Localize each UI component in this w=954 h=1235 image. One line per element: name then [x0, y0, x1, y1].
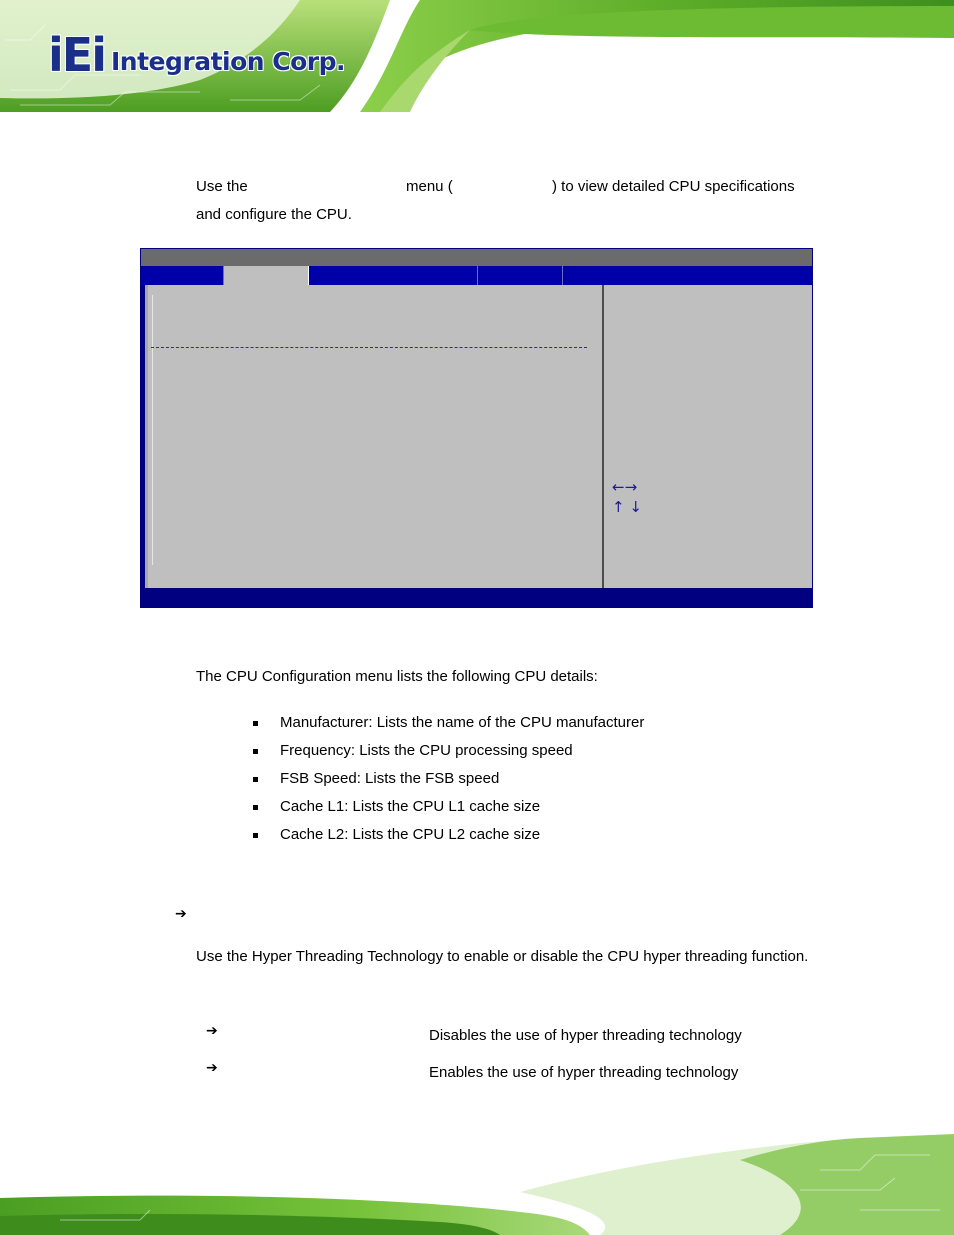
intro-paragraph-line2: and configure the CPU. [196, 206, 352, 223]
option-enabled-description: Enables the use of hyper threading technology [429, 1064, 739, 1081]
bios-tab-4[interactable] [478, 266, 563, 285]
bios-tab-1[interactable] [141, 266, 224, 285]
company-logo [48, 28, 346, 82]
bios-tab-3[interactable] [309, 266, 478, 285]
up-down-arrows-icon: ↑ ↓ [612, 498, 642, 516]
arrow-right-icon: ➔ [206, 1060, 218, 1076]
cpu-details-intro: The CPU Configuration menu lists the following CPU details: [196, 668, 598, 685]
hyper-threading-description: Use the Hyper Threading Technology to enable or disable the CPU hyper threading function. [196, 948, 809, 965]
bios-panel-edge [152, 295, 153, 565]
bios-help-panel [604, 285, 812, 588]
list-item: Manufacturer: Lists the name of the CPU manufacturer [252, 709, 644, 737]
bios-menu-bar [141, 266, 812, 285]
list-item: Cache L1: Lists the CPU L1 cache size [252, 793, 644, 821]
bios-screenshot [140, 248, 813, 608]
bios-title-bar [141, 249, 812, 266]
list-item: FSB Speed: Lists the FSB speed [252, 765, 644, 793]
option-disabled-description: Disables the use of hyper threading technology [429, 1027, 742, 1044]
bios-settings-panel [145, 285, 602, 588]
intro-to-view: ) to view detailed CPU specifications [552, 178, 795, 195]
arrow-right-icon: ➔ [206, 1023, 218, 1039]
intro-use-the: Use the [196, 178, 248, 195]
list-item: Frequency: Lists the CPU processing speed [252, 737, 644, 765]
intro-menu-open: menu ( [406, 178, 453, 195]
logo-text: Integration Corp. [110, 47, 346, 76]
arrow-right-icon: ➔ [175, 906, 187, 922]
footer-banner [0, 1130, 954, 1235]
left-right-arrows-icon: ←→ [612, 478, 638, 496]
bios-tab-active[interactable] [224, 266, 309, 285]
bios-divider-line [151, 347, 587, 348]
bios-status-bar [141, 588, 812, 607]
logo-mark: iEi [48, 28, 105, 82]
list-item: Cache L2: Lists the CPU L2 cache size [252, 821, 644, 849]
cpu-details-list [252, 709, 644, 849]
